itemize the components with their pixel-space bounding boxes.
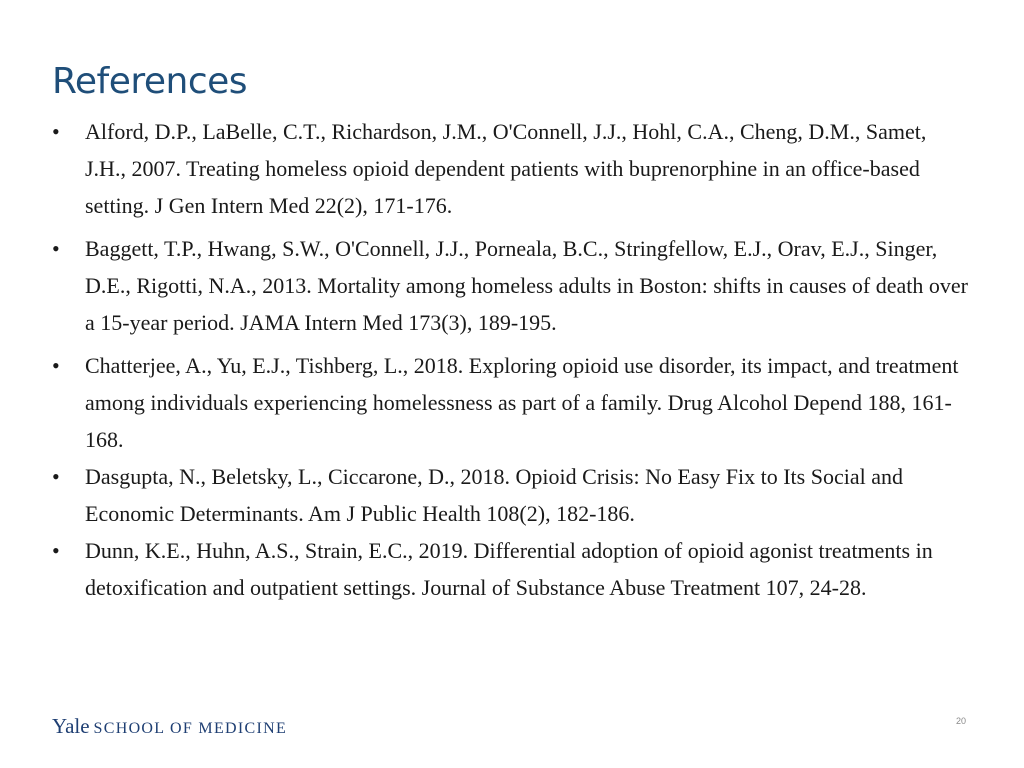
reference-item: [52, 347, 972, 458]
reference-text: Chatterjee, A., Yu, E.J., Tishberg, L., 2018. Exploring opioid use disorder, its impact, and treatment among individuals experiencing homelessness as part of a family. Drug Alcohol Depend 188, 161-168.: [85, 353, 959, 452]
bullet-icon: •: [52, 464, 60, 489]
bullet-icon: •: [52, 236, 60, 261]
logo-school-text: SCHOOL OF MEDICINE: [93, 720, 288, 737]
reference-item: [52, 113, 972, 224]
slide-title: References: [52, 61, 248, 102]
reference-text: Alford, D.P., LaBelle, C.T., Richardson, J.M., O'Connell, J.J., Hohl, C.A., Cheng, D.M., Samet, J.H., 2007. Treating homeless opioid dependent patients with buprenorphine in an office-based setting. J Gen Intern Med 22(2), 171-176.: [85, 119, 927, 218]
bullet-icon: •: [52, 353, 60, 378]
logo-yale-text: Yale: [52, 714, 90, 738]
reference-text: Dasgupta, N., Beletsky, L., Ciccarone, D., 2018. Opioid Crisis: No Easy Fix to Its Social and Economic Determinants. Am J Public Health 108(2), 182-186.: [85, 464, 903, 526]
reference-text: Baggett, T.P., Hwang, S.W., O'Connell, J.J., Porneala, B.C., Stringfellow, E.J., Orav, E.J., Singer, D.E., Rigotti, N.A., 2013. Mortality among homeless adults in Boston: shifts in causes of death over a 15-year period. JAMA Intern Med 173(3), 189-195.: [85, 236, 968, 335]
reference-item: [52, 230, 972, 341]
reference-item: [52, 532, 972, 606]
bullet-icon: •: [52, 119, 60, 144]
reference-text: Dunn, K.E., Huhn, A.S., Strain, E.C., 2019. Differential adoption of opioid agonist treatments in detoxification and outpatient settings. Journal of Substance Abuse Treatment 107, 24-28.: [85, 538, 933, 600]
yale-school-of-medicine-logo: [52, 714, 287, 739]
reference-item: [52, 458, 972, 532]
reference-list: [52, 113, 972, 606]
bullet-icon: •: [52, 538, 60, 563]
page-number: 20: [955, 716, 966, 726]
